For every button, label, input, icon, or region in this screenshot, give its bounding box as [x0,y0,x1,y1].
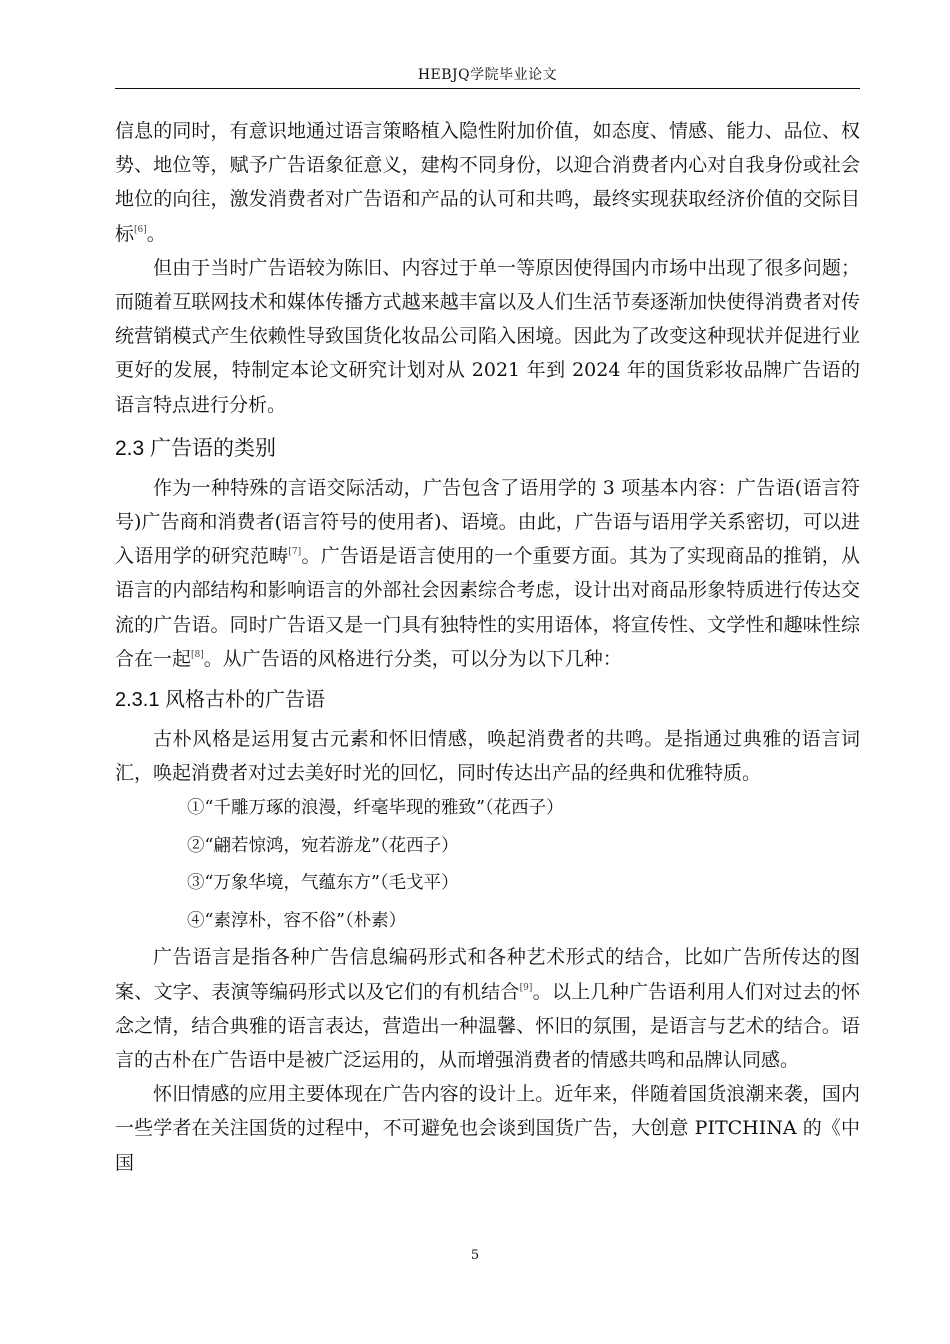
example-item: ①“千雕万琢的浪漫，纤毫毕现的雅致”（花西子） [187,798,564,819]
paragraph: 怀旧情感的应用主要体现在广告内容的设计上。近年来，伴随着国货浪潮来袭，国内一些学者在关注国货的过程中，不可避免也会谈到国货广告，大创意 PITCHINA 的《中国 [115,1083,860,1174]
paragraph [115,471,860,676]
citation[interactable]: [7] [288,547,302,558]
paragraph-text: 。广告语是语言使用的一个重要方面。其为了实现商品的推销，从语言的内部结构和影响语言的外部社会因素综合考虑，设计出对商品形象特质进行传达交流的广告语。同时广告语又是一门具有独特性的实用语体，将宣传性、文学性和趣味性综合在一起 [115,545,860,670]
paragraph-text: 。从广告语的风格进行分类，可以分为以下几种： [203,647,622,670]
citation[interactable]: [6] [134,224,147,235]
page-body [115,114,860,1180]
citation[interactable]: [9] [519,982,533,993]
paragraph: 古朴风格是运用复古元素和怀旧情感，唤起消费者的共鸣。是指通过典雅的语言词汇，唤起消费者对过去美好时光的回忆，同时传达出产品的经典和优雅特质。 [115,728,860,785]
example-item: ④“素淳朴，容不俗”（朴素） [187,910,407,931]
example-item: ③“万象华境，气蕴东方”（毛戈平） [187,873,459,894]
paragraph-text: 作为一种特殊的言语交际活动，广告包含了语用学的 3 项基本内容：广告语(语言符号)广告商和消费者(语言符号的使用者)、语境。由此，广告语与语用学关系密切，可以进入语用学的研究范畴 [115,476,860,568]
running-header: HEBJQ学院毕业论文 [417,67,558,83]
page-number: 5 [470,1248,480,1263]
subsection-heading: 2.3.1 风格古朴的广告语 [115,689,326,712]
paragraph-text: 。以上几种广告语利用人们对过去的怀念之情，结合典雅的语言表达，营造出一种温馨、怀旧的氛围，是语言与艺术的结合。语言的古朴在广告语中是被广泛运用的，从而增强消费者的情感共鸣和品牌认同感。 [115,980,860,1072]
paragraph-text: 。 [146,222,166,245]
example-item: ②“翩若惊鸿，宛若游龙”（花西子） [187,835,459,856]
paragraph [115,940,860,1077]
citation[interactable]: [8] [191,649,204,660]
header-rule [115,88,860,89]
paragraph: 但由于当时广告语较为陈旧、内容过于单一等原因使得国内市场中出现了很多问题；而随着互联网技术和媒体传播方式越来越丰富以及人们生活节奏逐渐加快使得消费者对传统营销模式产生依赖性导致国货化妆品公司陷入困境。因此为了改变这种现状并促进行业更好的发展，特制定本论文研究计划对从 2021 年到 2024 年的国货彩妆品牌广告语的语言特点进行分析。 [115,256,860,416]
paragraph-text: 广告语言是指各种广告信息编码形式和各种艺术形式的结合，比如广告所传达的图案、文字、表演等编码形式以及它们的有机结合 [115,946,860,1003]
paragraph-text: 信息的同时，有意识地通过语言策略植入隐性附加价值，如态度、情感、能力、品位、权势、地位等，赋予广告语象征意义，建构不同身份，以迎合消费者内心对自我身份或社会地位的向往，激发消费者对广告语和产品的认可和共鸣，最终实现获取经济价值的交际目标 [115,120,860,245]
paragraph-continued [115,114,860,251]
section-heading: 2.3 广告语的类别 [115,436,277,460]
